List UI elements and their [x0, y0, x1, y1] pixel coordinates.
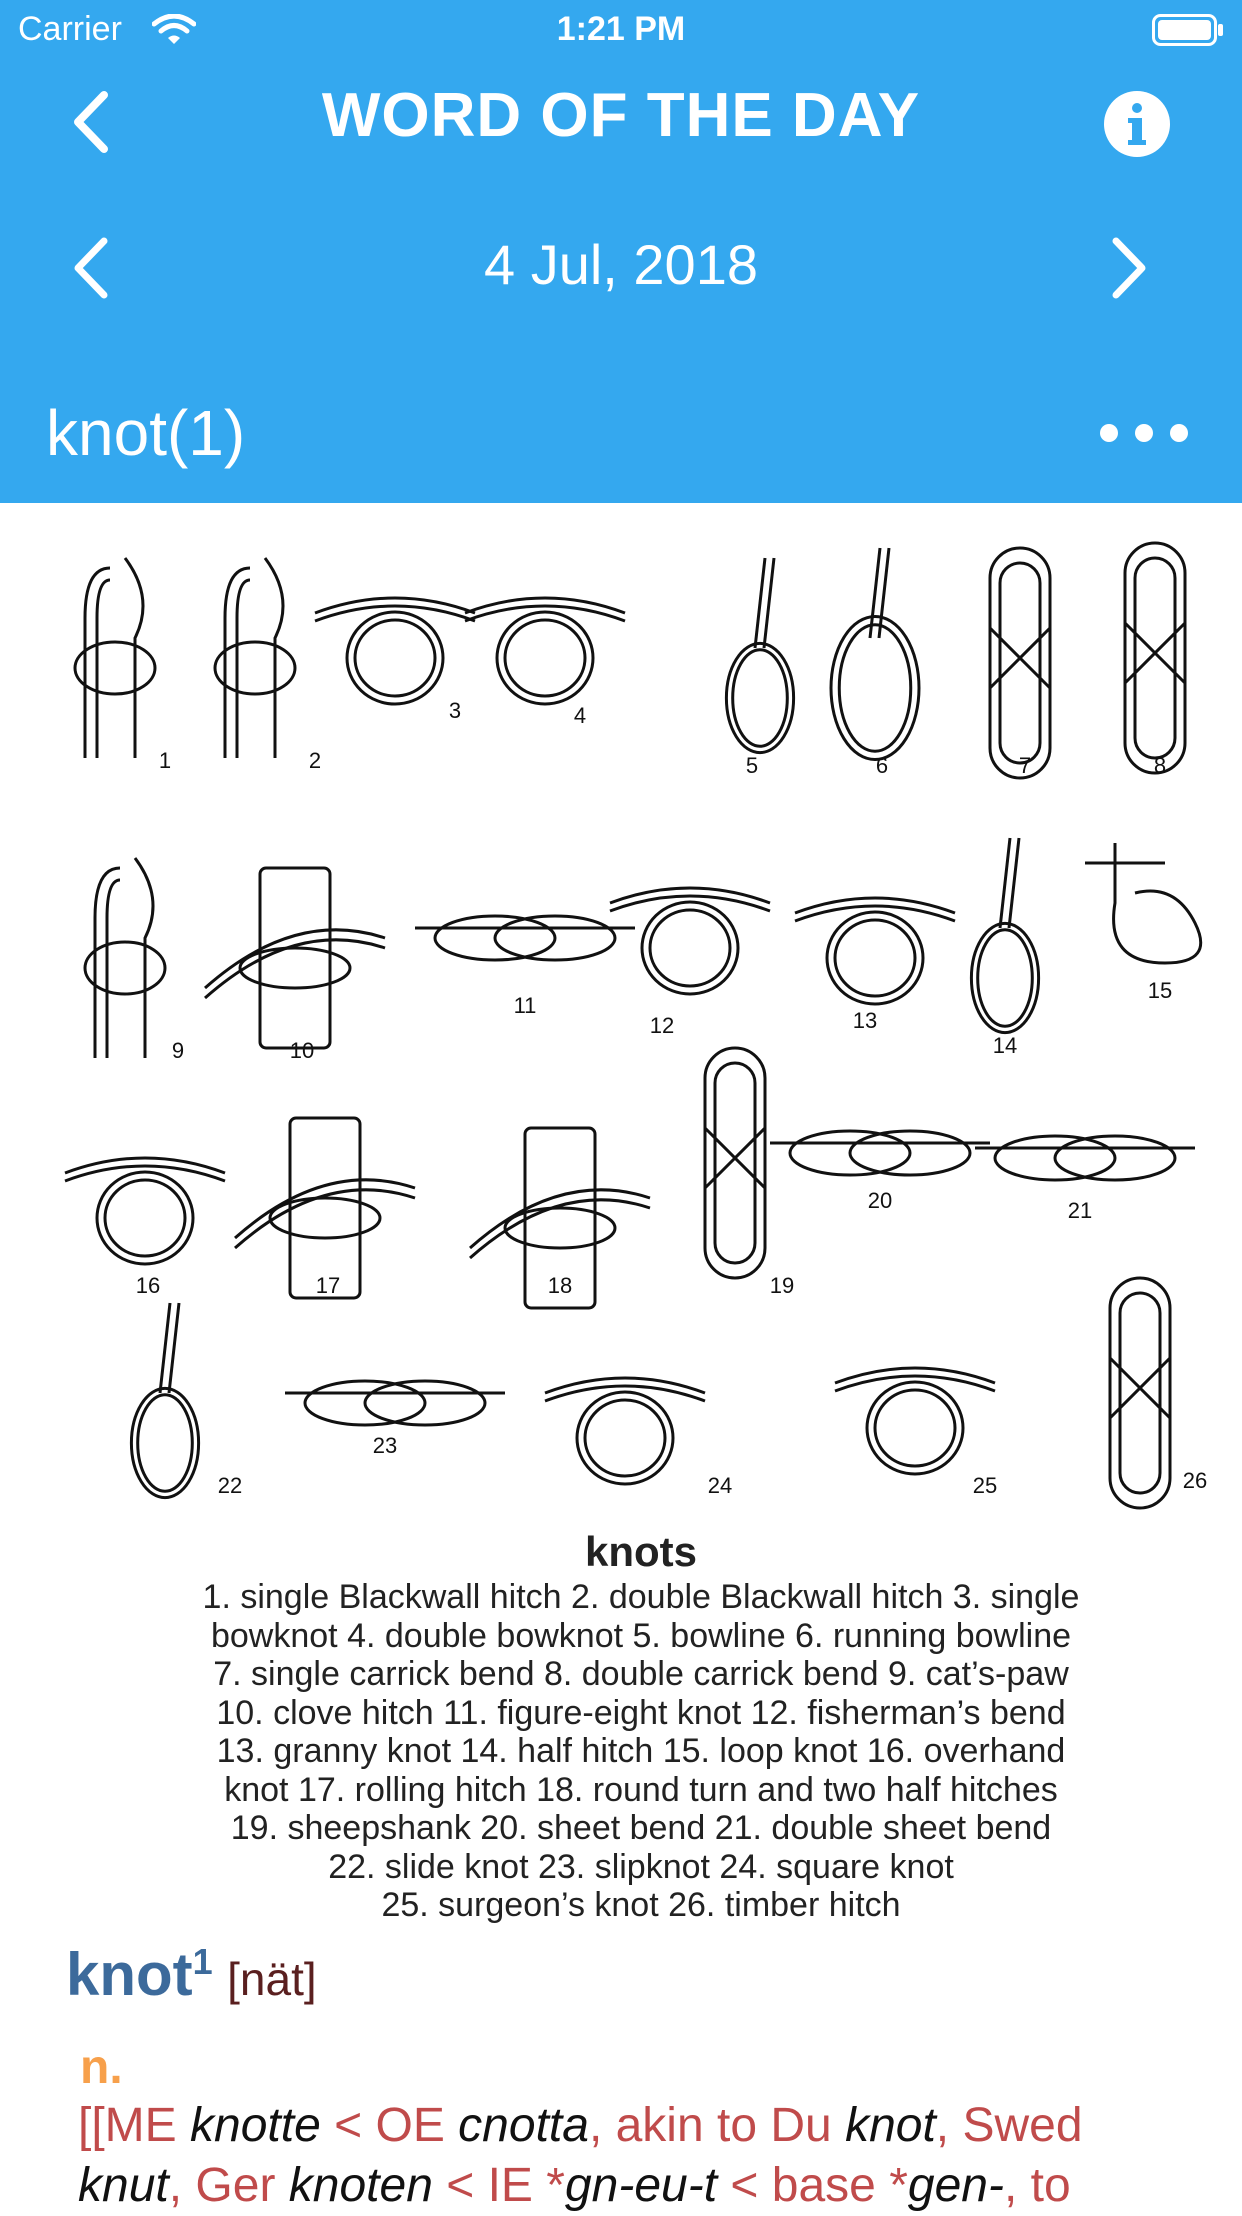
knot-number-label: 9 [171, 1038, 185, 1063]
knot-drawing-23 [285, 1381, 505, 1425]
knot-number-label: 26 [1182, 1468, 1208, 1493]
etym-word: gen- [907, 2159, 1004, 2212]
knot-number-label: 2 [308, 748, 322, 773]
knot-number-label: 8 [1153, 753, 1167, 778]
etym-text: , to [1003, 2159, 1071, 2212]
current-date: 4 Jul, 2018 [484, 233, 758, 296]
pronunciation: [nät] [227, 1953, 317, 2005]
knot-drawing-22 [131, 1303, 198, 1498]
knot-number-label: 10 [289, 1038, 315, 1063]
etym-word: gn-eu-t [564, 2159, 718, 2212]
knot-drawing-16 [65, 1158, 225, 1264]
knot-drawing-9 [85, 858, 165, 1058]
chevron-right-icon [1108, 235, 1152, 301]
knot-drawing-3 [315, 598, 475, 704]
knot-drawing-6 [831, 548, 919, 760]
caption-title: knots [584, 1528, 697, 1575]
info-button[interactable] [1097, 84, 1177, 164]
knot-number-label: 17 [315, 1273, 341, 1298]
etym-text: < IE * [432, 2159, 565, 2212]
knot-number-label: 11 [513, 993, 537, 1018]
etym-word: knot [845, 2099, 936, 2152]
etym-text: [[ME [78, 2099, 191, 2152]
etymology [78, 2096, 1188, 2216]
etym-text: , Swed [935, 2099, 1083, 2152]
page-title: WORD OF THE DAY [321, 81, 921, 150]
knot-drawing-24 [545, 1378, 705, 1484]
illustration-caption [100, 1528, 1182, 1925]
knot-number-label: 1 [158, 748, 172, 773]
knot-drawing-25 [835, 1368, 995, 1474]
knot-number-label: 21 [1067, 1198, 1093, 1223]
knot-drawing-8 [1125, 543, 1185, 773]
next-day-button[interactable] [1090, 228, 1170, 308]
knot-number-label: 7 [1018, 753, 1032, 778]
carrier-label: Carrier [18, 10, 122, 48]
knot-drawing-17 [235, 1118, 415, 1298]
knots-illustration [40, 518, 1220, 1538]
knot-drawing-4 [465, 598, 625, 704]
knot-drawing-19 [705, 1048, 765, 1278]
etym-text: < OE [320, 2099, 459, 2152]
status-bar [0, 0, 1242, 60]
caption-line: 22. slide knot 23. slipknot 24. square knot [328, 1847, 954, 1886]
knot-number-label: 12 [649, 1013, 675, 1038]
knot-number-label: 19 [769, 1273, 795, 1298]
knot-drawing-2 [215, 558, 295, 758]
caption-line: 7. single carrick bend 8. double carrick bend 9. cat’s-paw [213, 1655, 1069, 1693]
knot-number-label: 20 [867, 1188, 893, 1213]
word-title: knot(1) [46, 397, 246, 469]
caption-line: bowknot 4. double bowknot 5. bowline 6. running bowline [210, 1616, 1072, 1655]
knot-number-label: 4 [573, 703, 587, 728]
etym-word: knoten [288, 2159, 433, 2212]
knot-drawing-5 [726, 558, 793, 753]
knot-drawing-12 [610, 888, 770, 994]
etym-text: , Ger [168, 2159, 289, 2212]
knot-number-label: 5 [745, 753, 759, 778]
etym-text: < base * [717, 2159, 908, 2212]
caption-line: 10. clove hitch 11. figure-eight knot 12. fisherman’s bend [216, 1693, 1066, 1732]
knot-drawing-10 [205, 868, 385, 1048]
caption-line: 25. surgeon’s knot 26. timber hitch [381, 1886, 901, 1924]
info-icon [1103, 90, 1171, 158]
etym-word: cnotta [458, 2099, 589, 2152]
ellipsis-icon [1099, 423, 1189, 443]
part-of-speech: n. [80, 2041, 123, 2094]
knot-drawing-21 [975, 1136, 1195, 1180]
knot-number-label: 24 [707, 1473, 733, 1498]
knot-drawing-1 [75, 558, 155, 758]
knot-number-label: 15 [1147, 978, 1173, 1003]
homograph-number: 1 [192, 1941, 213, 1982]
dictionary-entry [66, 1940, 1216, 2009]
knot-drawing-11 [415, 916, 635, 960]
knot-number-label: 14 [992, 1033, 1018, 1058]
more-button[interactable] [1084, 400, 1204, 466]
caption-line: 19. sheepshank 20. sheet bend 21. double sheet bend [230, 1809, 1052, 1847]
knot-number-label: 18 [547, 1273, 573, 1298]
battery-icon [1152, 14, 1224, 46]
knot-number-label: 3 [448, 698, 462, 723]
status-time: 1:21 PM [556, 10, 686, 48]
knot-drawing-7 [990, 548, 1050, 778]
knot-drawing-13 [795, 898, 955, 1004]
knot-number-label: 23 [372, 1433, 398, 1458]
knot-number-label: 13 [852, 1008, 878, 1033]
etym-word: knut [78, 2159, 169, 2212]
header [0, 0, 1242, 503]
knot-drawing-26 [1110, 1278, 1170, 1508]
knot-drawing-15 [1085, 843, 1201, 963]
etym-text: , akin to Du [588, 2099, 846, 2152]
knot-number-label: 16 [135, 1273, 161, 1298]
knot-number-label: 22 [217, 1473, 243, 1498]
etym-word: knotte [190, 2099, 321, 2152]
knots-drawing [40, 518, 1220, 1538]
caption-line: knot 17. rolling hitch 18. round turn and two half hitches [224, 1770, 1058, 1809]
caption-line: 13. granny knot 14. half hitch 15. loop knot 16. overhand [216, 1732, 1066, 1770]
knot-number-label: 25 [972, 1473, 998, 1498]
headword-text: knot [66, 1941, 193, 2008]
headword [66, 1941, 213, 2008]
knot-drawing-20 [770, 1131, 990, 1175]
caption-line: 1. single Blackwall hitch 2. double Blackwall hitch 3. single [202, 1578, 1080, 1616]
caption-text [100, 1578, 1182, 1925]
knot-drawing-14 [971, 838, 1038, 1033]
knot-number-label: 6 [875, 753, 889, 778]
